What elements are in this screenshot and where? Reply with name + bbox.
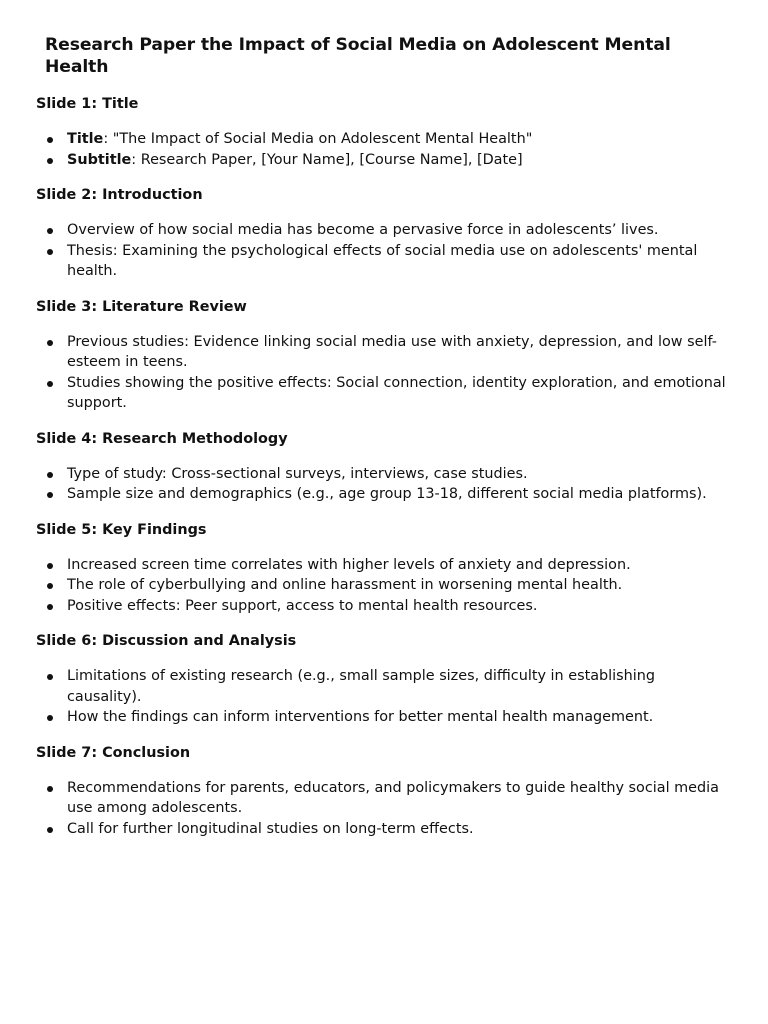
bullet-list — [36, 129, 734, 170]
bullet-text: Call for further longitudinal studies on long-term effects. — [67, 820, 474, 837]
bullet-text: : Research Paper, [Your Name], [Course Name], [Date] — [131, 151, 523, 168]
list-item — [36, 484, 734, 505]
bullet-list — [36, 220, 734, 282]
bullet-dot-icon — [47, 563, 53, 569]
bullet-dot-icon — [47, 472, 53, 478]
list-item — [36, 373, 734, 414]
document-title: Research Paper the Impact of Social Media on Adolescent Mental Health — [45, 35, 671, 77]
bullet-dot-icon — [47, 249, 53, 255]
bullet-text: Studies showing the positive effects: Social connection, identity exploration, and emotional support. — [67, 374, 726, 411]
bullet-dot-icon — [47, 340, 53, 346]
section-slide-5 — [36, 521, 734, 617]
bullet-text: The role of cyberbullying and online harassment in worsening mental health. — [67, 577, 623, 593]
bullet-label: Title — [67, 131, 104, 147]
list-item — [36, 150, 734, 171]
section-heading: Slide 4: Research Methodology — [36, 430, 288, 447]
bullet-list — [36, 464, 734, 505]
bullet-list — [36, 666, 734, 728]
section-heading: Slide 5: Key Findings — [36, 521, 207, 538]
list-item — [36, 241, 734, 282]
section-slide-1 — [36, 95, 734, 170]
bullet-text: Overview of how social media has become a pervasive force in adolescents’ lives. — [67, 222, 659, 238]
bullet-text: Limitations of existing research (e.g., small sample sizes, difficulty in establishing causality). — [67, 668, 656, 705]
section-slide-7 — [36, 744, 734, 840]
list-item — [36, 819, 734, 840]
section-slide-4 — [36, 430, 734, 505]
bullet-dot-icon — [47, 583, 53, 589]
bullet-dot-icon — [47, 228, 53, 234]
bullet-text: Thesis: Examining the psychological effects of social media use on adolescents' mental health. — [67, 242, 698, 279]
bullet-list — [36, 778, 734, 840]
bullet-text: Positive effects: Peer support, access to mental health resources. — [67, 597, 538, 614]
bullet-list — [36, 332, 734, 414]
bullet-label: Subtitle — [67, 151, 132, 168]
bullet-dot-icon — [47, 715, 53, 721]
bullet-list — [36, 555, 734, 617]
list-item — [36, 666, 734, 707]
section-heading: Slide 1: Title — [36, 96, 139, 112]
list-item — [36, 129, 734, 150]
list-item — [36, 555, 734, 576]
list-item — [36, 575, 734, 596]
section-heading: Slide 2: Introduction — [36, 187, 203, 203]
bullet-dot-icon — [47, 674, 53, 680]
bullet-text: How the findings can inform interventions for better mental health management. — [67, 709, 654, 725]
bullet-dot-icon — [47, 786, 53, 792]
list-item — [36, 707, 734, 728]
section-heading: Slide 3: Literature Review — [36, 298, 247, 315]
section-heading: Slide 7: Conclusion — [36, 744, 191, 761]
list-item — [36, 778, 734, 819]
bullet-text: Recommendations for parents, educators, and policymakers to guide healthy social media use among adolescents. — [67, 779, 719, 816]
bullet-dot-icon — [47, 381, 53, 387]
bullet-text: : "The Impact of Social Media on Adolescent Mental Health" — [103, 131, 533, 147]
section-slide-2 — [36, 186, 734, 282]
bullet-text: Sample size and demographics (e.g., age group 13-18, different social media platforms). — [67, 486, 707, 502]
list-item — [36, 596, 734, 617]
section-heading: Slide 6: Discussion and Analysis — [36, 633, 297, 649]
bullet-dot-icon — [47, 492, 53, 498]
section-slide-3 — [36, 298, 734, 414]
bullet-text: Previous studies: Evidence linking social media use with anxiety, depression, and low self-esteem in teens. — [67, 333, 717, 370]
bullet-dot-icon — [47, 158, 53, 164]
list-item — [36, 464, 734, 485]
list-item — [36, 332, 734, 373]
bullet-dot-icon — [47, 604, 53, 610]
bullet-dot-icon — [47, 827, 53, 833]
section-slide-6 — [36, 632, 734, 728]
bullet-text: Type of study: Cross-sectional surveys, interviews, case studies. — [67, 465, 528, 482]
list-item — [36, 220, 734, 241]
bullet-text: Increased screen time correlates with higher levels of anxiety and depression. — [67, 556, 631, 573]
bullet-dot-icon — [47, 137, 53, 143]
